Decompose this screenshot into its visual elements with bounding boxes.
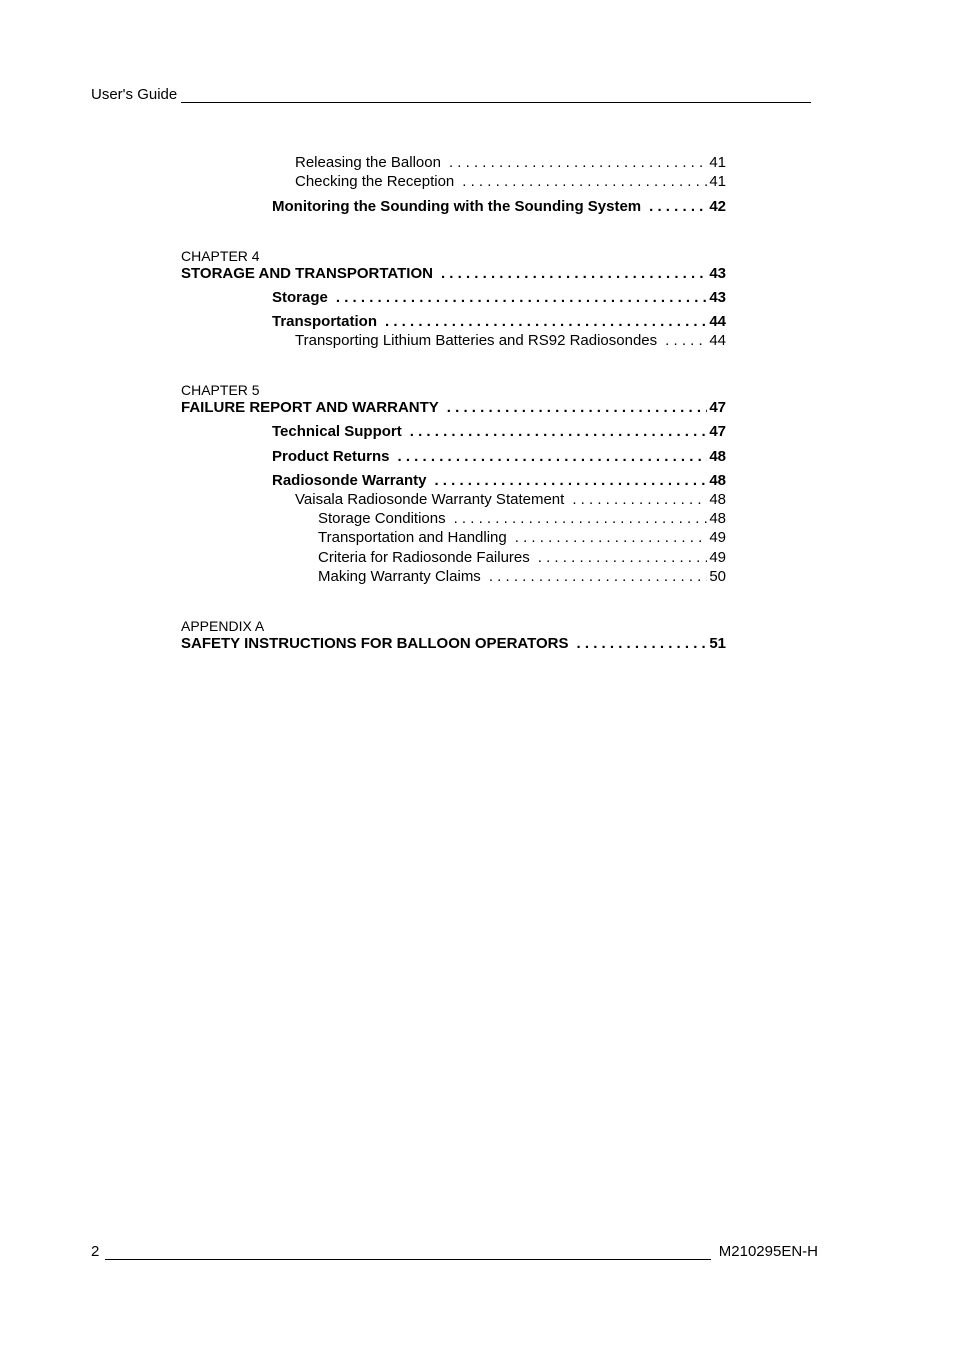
appendix-a-label: APPENDIX A xyxy=(181,618,265,634)
chapter-4-label: CHAPTER 4 xyxy=(181,248,260,264)
toc-entry-transportation[interactable] xyxy=(272,313,726,331)
toc-entry-checking-reception[interactable] xyxy=(295,173,726,191)
toc-leader-dots xyxy=(449,154,707,172)
toc-entry-technical-support[interactable] xyxy=(272,423,726,441)
toc-page-number: 41 xyxy=(709,173,726,190)
toc-page-number: 43 xyxy=(709,289,726,306)
toc-page-number: 48 xyxy=(709,472,726,489)
toc-page-number: 44 xyxy=(709,313,726,330)
toc-entry-label: Monitoring the Sounding with the Sounding System xyxy=(272,198,642,215)
toc-entry-chapter-4-title[interactable] xyxy=(181,265,726,283)
toc-entry-appendix-a-title[interactable] xyxy=(181,635,726,653)
footer-rule xyxy=(105,1245,710,1260)
toc-page-number: 48 xyxy=(709,491,726,508)
toc-entry-criteria-failures[interactable] xyxy=(318,549,726,567)
toc-entry-label: Technical Support xyxy=(272,423,402,440)
toc-entry-label: Product Returns xyxy=(272,448,390,465)
toc-leader-dots xyxy=(336,289,707,307)
toc-page-number: 47 xyxy=(709,423,726,440)
toc-entry-product-returns[interactable] xyxy=(272,448,726,466)
header-title: User's Guide xyxy=(91,86,178,103)
toc-entry-transport-handling[interactable] xyxy=(318,529,726,547)
toc-leader-dots xyxy=(489,568,708,586)
toc-entry-warranty-claims[interactable] xyxy=(318,568,726,586)
toc-leader-dots xyxy=(665,332,707,350)
toc-leader-dots xyxy=(441,265,707,283)
toc-entry-storage-conditions[interactable] xyxy=(318,510,726,528)
toc-entry-label: Checking the Reception xyxy=(295,173,455,190)
footer-doc-code: M210295EN-H xyxy=(718,1243,818,1260)
toc-leader-dots xyxy=(515,529,708,547)
toc-entry-label: Transportation and Handling xyxy=(318,529,507,546)
toc-page-number: 44 xyxy=(709,332,726,349)
toc-entry-label: Radiosonde Warranty xyxy=(272,472,427,489)
toc-page-number: 43 xyxy=(709,265,726,282)
toc-page-number: 41 xyxy=(709,154,726,171)
toc-entry-warranty-statement[interactable] xyxy=(295,491,726,509)
toc-leader-dots xyxy=(572,491,707,509)
toc-entry-label: STORAGE AND TRANSPORTATION xyxy=(181,265,433,282)
toc-entry-transporting-lithium[interactable] xyxy=(295,332,726,350)
toc-entry-label: SAFETY INSTRUCTIONS FOR BALLOON OPERATORS xyxy=(181,635,569,652)
toc-entry-label: Transportation xyxy=(272,313,378,330)
toc-leader-dots xyxy=(434,472,707,490)
chapter-5-label: CHAPTER 5 xyxy=(181,382,260,398)
page-footer xyxy=(91,1243,818,1260)
toc-page-number: 49 xyxy=(709,529,726,546)
toc-leader-dots xyxy=(538,549,708,567)
toc-page-number: 42 xyxy=(709,198,726,215)
toc-entry-chapter-5-title[interactable] xyxy=(181,399,726,417)
toc-entry-storage[interactable] xyxy=(272,289,726,307)
toc-entry-label: Transporting Lithium Batteries and RS92 Radiosondes xyxy=(295,332,658,349)
header-rule xyxy=(181,88,811,103)
footer-page-number: 2 xyxy=(91,1243,100,1260)
toc-leader-dots xyxy=(577,635,708,653)
toc-leader-dots xyxy=(398,448,708,466)
toc-entry-label: Releasing the Balloon xyxy=(295,154,441,171)
toc-entry-label: Storage Conditions xyxy=(318,510,446,527)
toc-leader-dots xyxy=(649,198,707,216)
toc-leader-dots xyxy=(447,399,708,417)
toc-entry-label: Vaisala Radiosonde Warranty Statement xyxy=(295,491,565,508)
toc-page-number: 50 xyxy=(709,568,726,585)
toc-entry-label: Criteria for Radiosonde Failures xyxy=(318,549,530,566)
toc-page-number: 47 xyxy=(709,399,726,416)
toc-entry-monitoring[interactable] xyxy=(272,198,726,216)
toc-page-number: 49 xyxy=(709,549,726,566)
toc-leader-dots xyxy=(454,510,708,528)
toc-entry-label: Making Warranty Claims xyxy=(318,568,481,585)
toc-page-number: 51 xyxy=(709,635,726,652)
page-header xyxy=(91,86,811,103)
toc-leader-dots xyxy=(385,313,707,331)
toc-leader-dots xyxy=(462,173,707,191)
toc-page-number: 48 xyxy=(709,510,726,527)
toc-page-number: 48 xyxy=(709,448,726,465)
toc-entry-label: Storage xyxy=(272,289,328,306)
toc-entry-label: FAILURE REPORT AND WARRANTY xyxy=(181,399,439,416)
toc-leader-dots xyxy=(410,423,708,441)
toc-entry-releasing-balloon[interactable] xyxy=(295,154,726,172)
toc-entry-radiosonde-warranty[interactable] xyxy=(272,472,726,490)
